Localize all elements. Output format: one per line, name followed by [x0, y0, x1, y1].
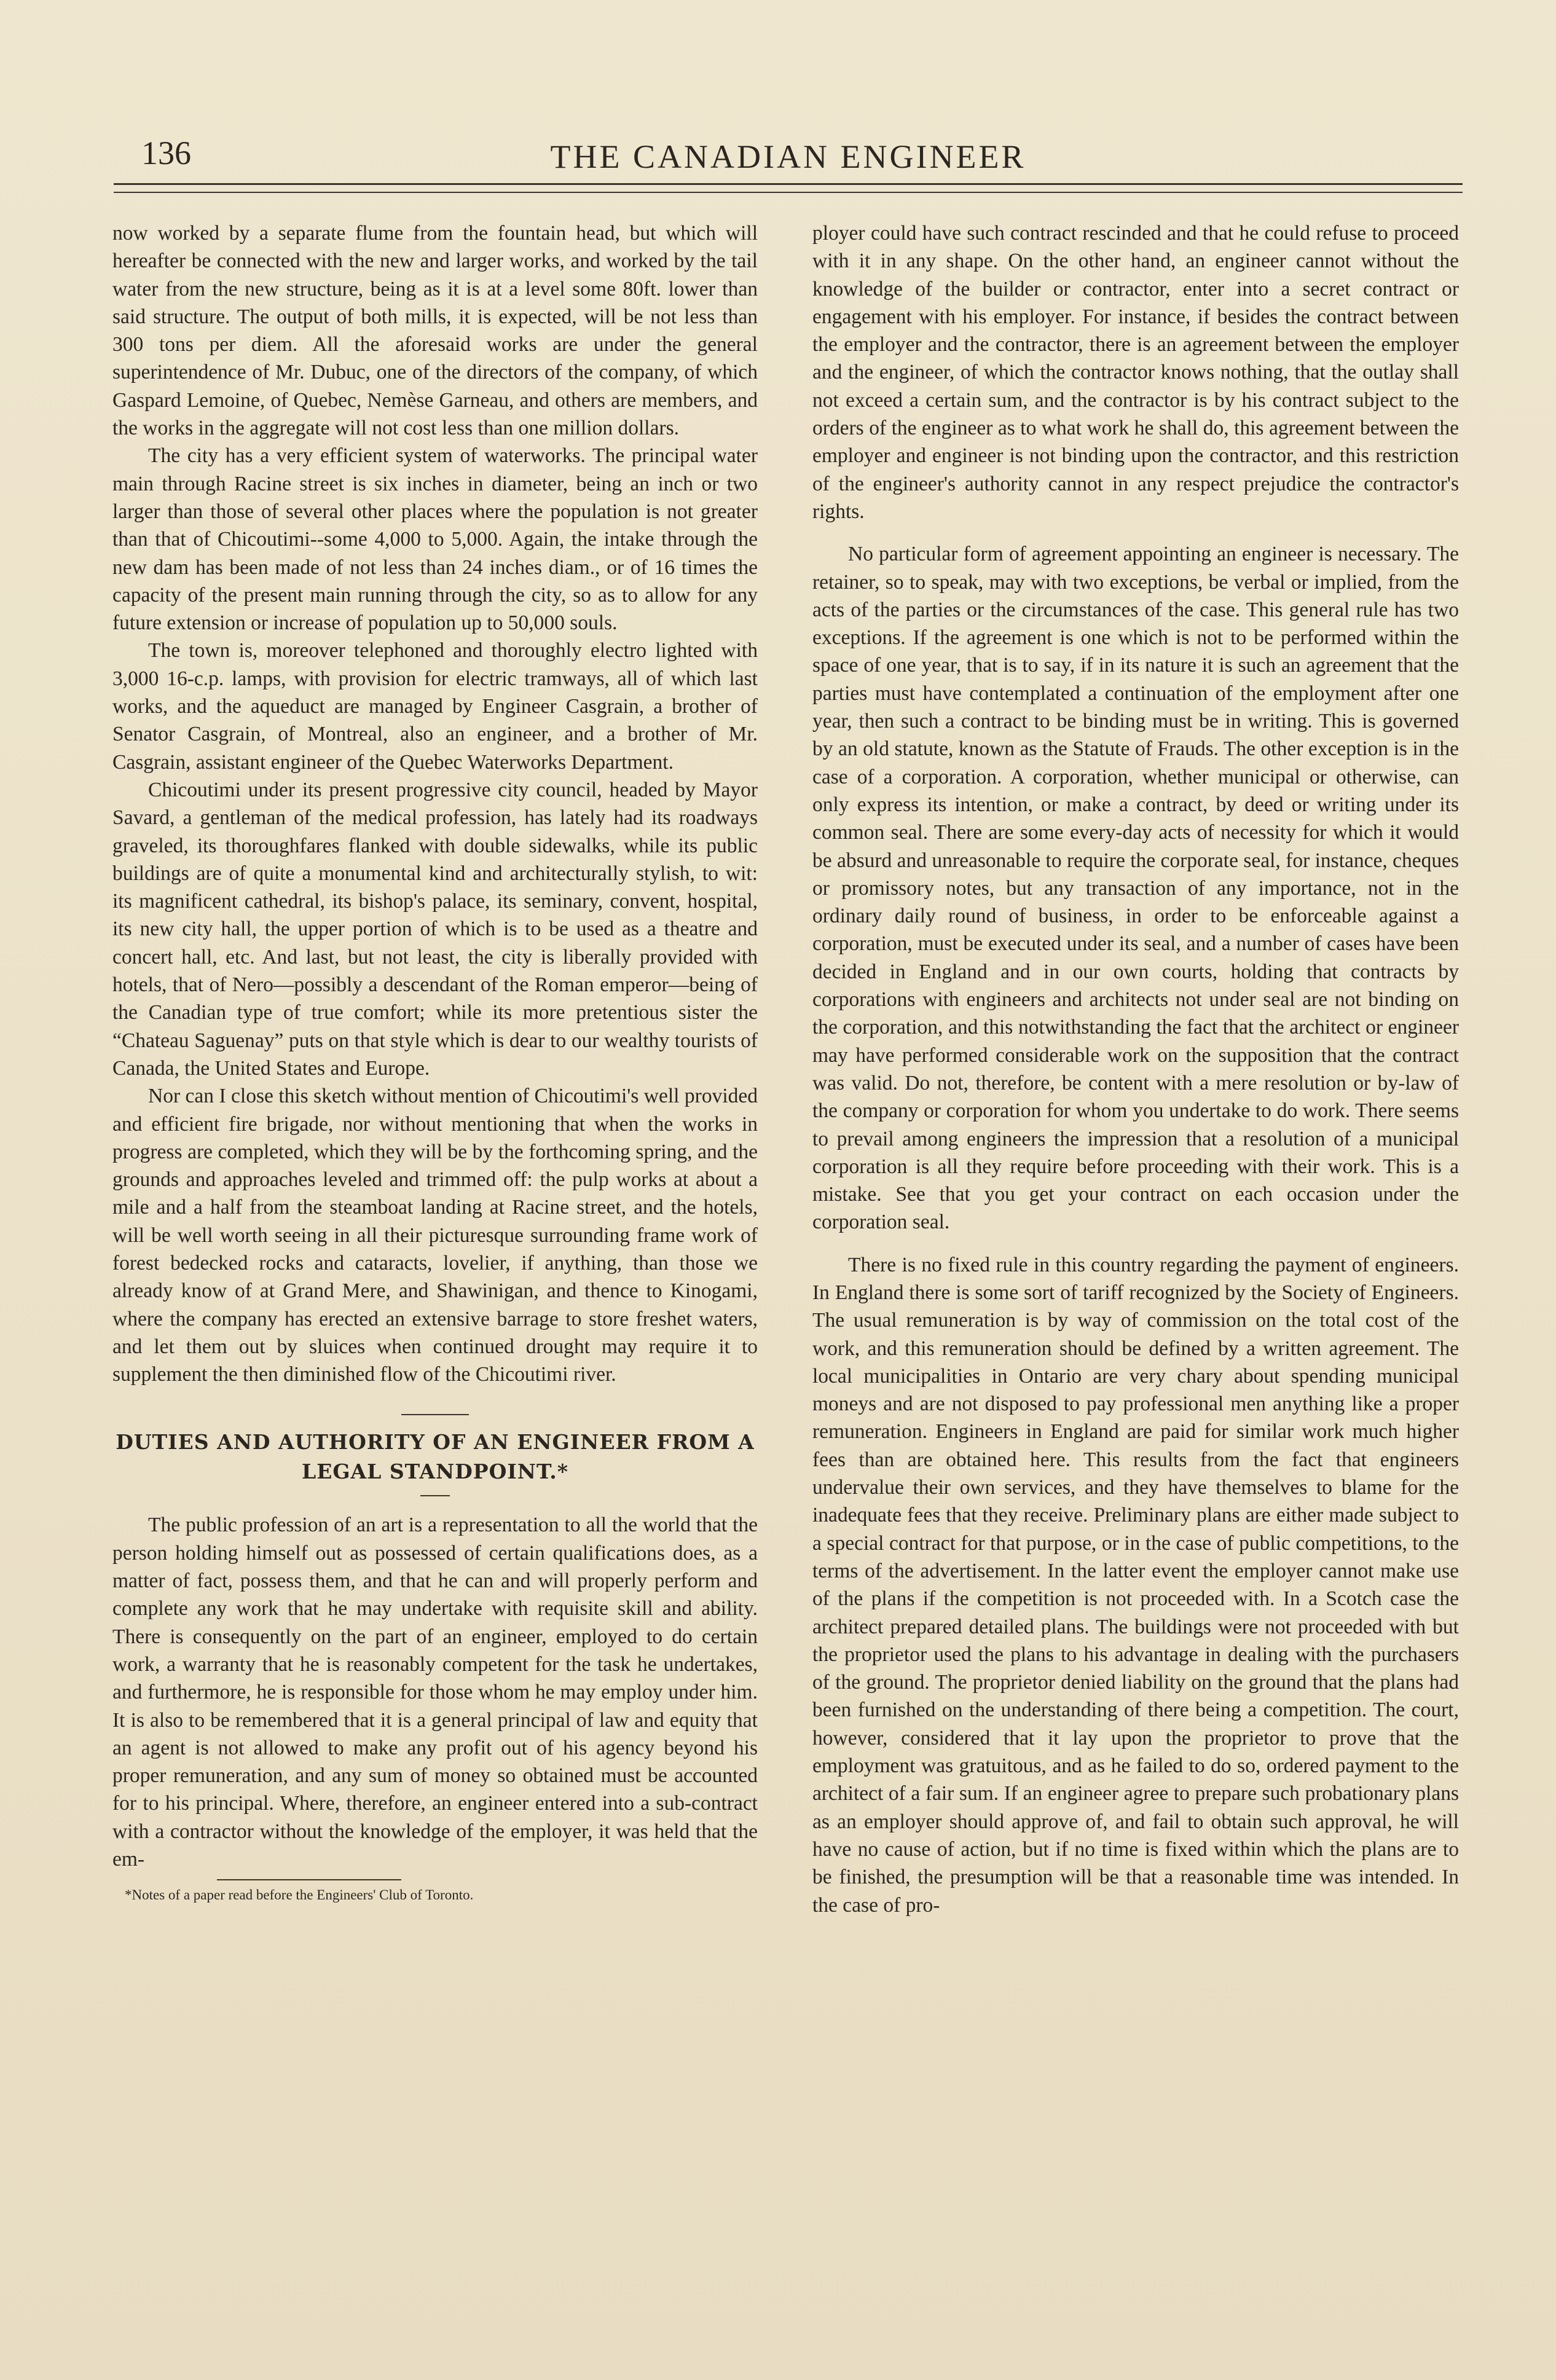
paragraph: Chicoutimi under its present progressive city council, headed by Mayor Savard, a gentleman of the medical profession, has lately had its roadways graveled, its thoroughfares flanked with double sidewalks, while its public buildings are of quite a monumental kind and architecturally stylish, to wit: its magnificent cathedral, its bishop's palace, its seminary, convent, hospital, its new city hall, the upper portion of which is to be used as a theatre and concert hall, etc. And last, but not least, the city is liberally provided with hotels, that of Nero—possibly a descendant of the Roman emperor—being of the Canadian type of true comfort; while its more pretentious sister the “Chateau Saguenay” puts on that style which is dear to our wealthy tourists of Canada, the United States and Europe.	[112, 778, 758, 1080]
right-column	[812, 219, 1459, 1919]
header-rule-bottom	[114, 192, 1463, 193]
paragraph: The city has a very efficient system of waterworks. The principal water main through Racine street is six inches in diameter, being an inch or two larger than those of several other places where the population is not greater than that of Chicoutimi--some 4,000 to 5,000. Again, the intake through the new dam has been made of not less than 24 inches diam., or of 16 times the capacity of the present main running through the city, so as to allow for any future extension or increase of population up to 50,000 souls.	[112, 444, 758, 635]
footnote: *Notes of a paper read before the Engineers' Club of Toronto.	[125, 1887, 474, 1903]
paragraph: There is no fixed rule in this country regarding the payment of engineers. In England there is some sort of tariff recognized by the Society of Engineers. The usual remuneration is by way of commission on the total cost of the work, and this remuneration should be defined by a written agreement. The local municipalities in Ontario are very chary about spending municipal moneys and are not disposed to pay professional men anything like a proper remuneration. Engineers in England are paid for similar work much higher fees than are obtained here. This results from the fact that engineers undervalue their own services, and they have themselves to blame for the inadequate fees that they receive. Preliminary plans are either made subject to a special contract for that purpose, or in the case of public competitions, to the terms of the advertisement. In the latter event the employer cannot make use of the plans if the competition is not proceeded with. In a Scotch case the architect prepared detailed plans. The buildings were not proceeded with but the proprietor used the plans to his advantage in dealing with the purchasers of the ground. The proprietor denied liability on the ground that the plans had been furnished on the understanding of there being a competition. The court, however, considered that it lay upon the proprietor to prove that the employment was gratuitous, and as he failed to do so, ordered payment to the architect of a fair sum. If an engineer agree to prepare such probationary plans as an employer should approve of, and fail to obtain such approval, he will have no cause of action, but if no time is fixed within which the plans are to be finished, the presumption will be that a reasonable time was intended. In the case of pro-	[812, 1253, 1459, 1917]
paragraph: The public profession of an art is a representation to all the world that the person holding himself out as possessed of certain qualifications does, as a matter of fact, possess them, and that he can and will properly perform and complete any work that he may undertake with requisite skill and ability. There is consequently on the part of an engineer, employed to do certain work, a warranty that he is reasonably competent for the task he undertakes, and furthermore, he is responsible for those whom he may employ under him. It is also to be remembered that it is a general principal of law and equity that an agent is not allowed to make any profit out of his agency beyond his proper remuneration, and any sum of money so obtained must be accounted for to his principal. Where, therefore, an engineer entered into a sub-contract with a contractor without the knowledge of the employer, it was held that the em-	[112, 1514, 758, 1871]
page-number: 136	[141, 135, 191, 171]
section-divider	[401, 1414, 469, 1415]
article-heading: DUTIES AND AUTHORITY OF AN ENGINEER FROM A LEGAL STANDPOINT.*	[116, 1430, 755, 1484]
paragraph: Nor can I close this sketch without mention of Chicoutimi's well provided and efficient fire brigade, nor without mentioning that when the works in progress are completed, which they will be by the forthcoming spring, and the grounds and approaches leveled and trimmed off: the pulp works at about a mile and a half from the steamboat landing at Racine street, and the hotels, will be well worth seeing in all their picturesque surrounding frame work of forest bedecked rocks and cataracts, lovelier, if anything, than those we already know of at Grand Mere, and Shawinigan, and thence to Kinogami, where the company has erected an extensive barrage to store freshet waters, and let them out by sluices when continued drought may require it to supplement the then diminished flow of the Chicoutimi river.	[112, 1085, 758, 1386]
paragraph: The town is, moreover telephoned and thoroughly electro lighted with 3,000 16-c.p. lamps, with provision for electric tramways, all of which last works, and the aqueduct are managed by Engineer Casgrain, a brother of Senator Casgrain, of Montreal, also an engineer, and a brother of Mr. Casgrain, assistant engineer of the Quebec Waterworks Department.	[112, 639, 758, 774]
header-rule-top	[114, 183, 1463, 185]
paragraph: No particular form of agreement appointing an engineer is necessary. The retainer, so to speak, may with two exceptions, be verbal or implied, from the acts of the parties or the circumstances of the case. This general rule has two exceptions. If the agreement is one which is not to be performed within the space of one year, that is to say, if in its nature it is such an agreement that the parties must have contemplated a continuation of the employment after one year, then such a contract to be binding must be in writing. This is governed by an old statute, known as the Statute of Frauds. The other exception is in the case of a corporation. A corporation, whether municipal or otherwise, can only express its intention, or make a contract, by deed or writing under its common seal. There are some every-day acts of necessity for which it would be absurd and unreasonable to require the corporate seal, for instance, cheques or promissory notes, but any transaction of any importance, not in the ordinary daily round of business, in order to be enforceable against a corporation, must be executed under its seal, and a number of cases have been decided in England and in our own courts, holding that contracts by corporations with engineers and architects not under seal are not binding on the corporation, and this notwithstanding the fact that the architect or engineer may have performed considerable work on the supposition that the contract was valid. Do not, therefore, be content with a mere resolution or by-law of the company or corporation for whom you undertake to do work. There seems to prevail among engineers the impression that a resolution of a municipal corporation is all they require before proceeding with their work. This is a mistake. See that you get your contract on each occasion under the corporation seal.	[812, 543, 1460, 1234]
paragraph: ployer could have such contract rescinded and that he could refuse to proceed with it in any shape. On the other hand, an engineer cannot without the knowledge of the builder or contractor, enter into a secret contract or engagement with his employer. For instance, if besides the contract between the employer and the contractor, there is an agreement between the employer and the engineer, of which the contractor knows nothing, that the outlay shall not exceed a certain sum, and the contractor is by his contract subject to the orders of the engineer as to what work he shall do, this agreement between the employer and engineer is not binding upon the contractor, and this restriction of the engineer's authority cannot in any respect prejudice the contractor's rights.	[812, 222, 1459, 523]
footnote-rule	[217, 1879, 401, 1880]
journal-title: THE CANADIAN ENGINEER	[550, 138, 1026, 175]
paragraph: now worked by a separate flume from the fountain head, but which will hereafter be connected with the new and larger works, and worked by the tail water from the new structure, being as it is at a level some 80ft. lower than said structure. The output of both mills, it is expected, will be not less than 300 tons per diem. All the aforesaid works are under the general superintendence of Mr. Dubuc, one of the directors of the company, of which Gaspard Lemoine, of Quebec, Nemèse Garneau, and others are members, and the works in the aggregate will not cost less than one million dollars.	[112, 222, 758, 440]
page-header	[114, 134, 1463, 177]
heading-divider	[420, 1495, 450, 1496]
left-column	[112, 219, 758, 1905]
